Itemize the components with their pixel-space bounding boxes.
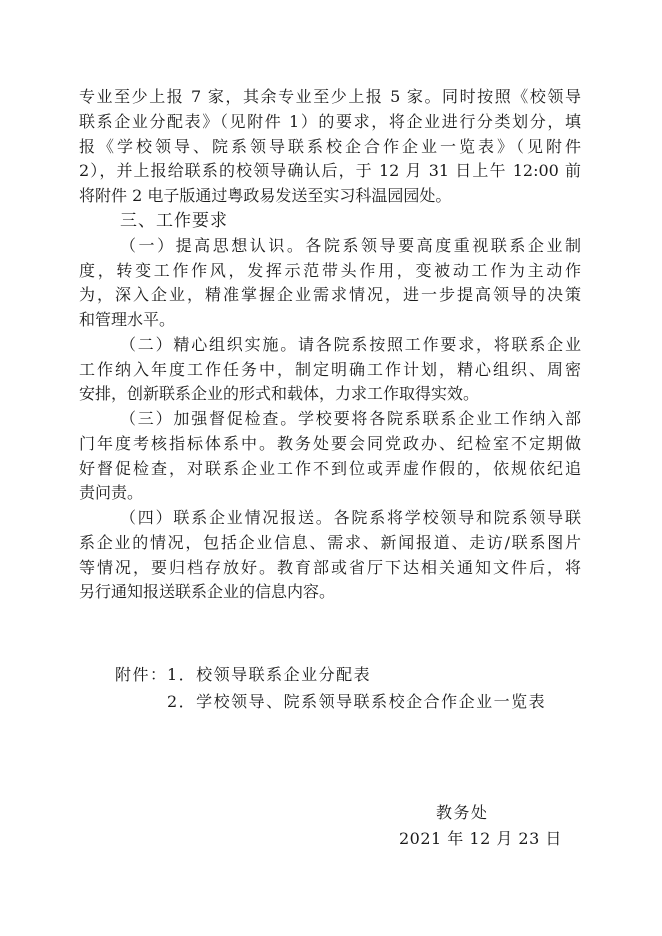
section-heading: 三、工作要求 [120,211,228,231]
requirement-line: 和管理水平。 [79,310,176,329]
requirement-line: 安排，创新联系企业的形式和载体，力求工作取得实效。 [79,384,480,403]
requirement-line: （三）加强督促检查。学校要将各院系联系企业工作纳入部 [120,409,581,428]
requirement-line: 为，深入企业，精准掌握企业需求情况，进一步提高领导的决策 [79,285,581,304]
requirement-line: （四）联系企业情况报送。各院系将学校领导和院系领导联 [120,508,581,527]
intro-line: 2），并上报给联系的校领导确认后，于 12 月 31 日上午 12:00 前 [79,161,581,180]
signature-date: 2021 年 12 月 23 日 [399,829,562,848]
attachment-item: 1．校领导联系企业分配表 [167,665,372,684]
requirement-line: 好督促检查，对联系企业工作不到位或弄虚作假的，依规依纪追 [79,459,581,478]
requirement-line: （一）提高思想认识。各院系领导要高度重视联系企业制 [120,236,581,255]
intro-line: 将附件 2 电子版通过粤政易发送至实习科温园园处。 [79,186,452,205]
signature-department: 教务处 [436,803,489,822]
requirement-line: 工作纳入年度工作任务中，制定明确工作计划，精心组织、周密 [79,360,581,379]
requirement-line: 系企业的情况，包括企业信息、需求、新闻报道、走访/联系图片 [79,533,581,552]
intro-line: 报《学校领导、院系领导联系校企合作企业一览表》（见附件 [79,137,581,156]
attachment-item: 2．学校领导、院系领导联系校企合作企业一览表 [167,692,547,711]
requirement-line: 等情况，要归档存放好。教育部或省厅下达相关通知文件后，将 [79,558,581,577]
attachments-label: 附件： [115,665,168,684]
requirement-line: 度，转变工作作风，发挥示范带头作用，变被动工作为主动作 [79,261,581,280]
requirement-line: （二）精心组织实施。请各院系按照工作要求，将联系企业 [120,335,581,354]
requirement-line: 另行通知报送联系企业的信息内容。 [79,582,336,601]
requirement-line: 门年度考核指标体系中。教务处要会同党政办、纪检室不定期做 [79,434,581,453]
intro-line: 专业至少上报 7 家，其余专业至少上报 5 家。同时按照《校领导 [79,87,581,106]
intro-line: 联系企业分配表》（见附件 1）的要求，将企业进行分类划分，填 [79,112,581,131]
requirement-line: 责问责。 [79,483,144,502]
